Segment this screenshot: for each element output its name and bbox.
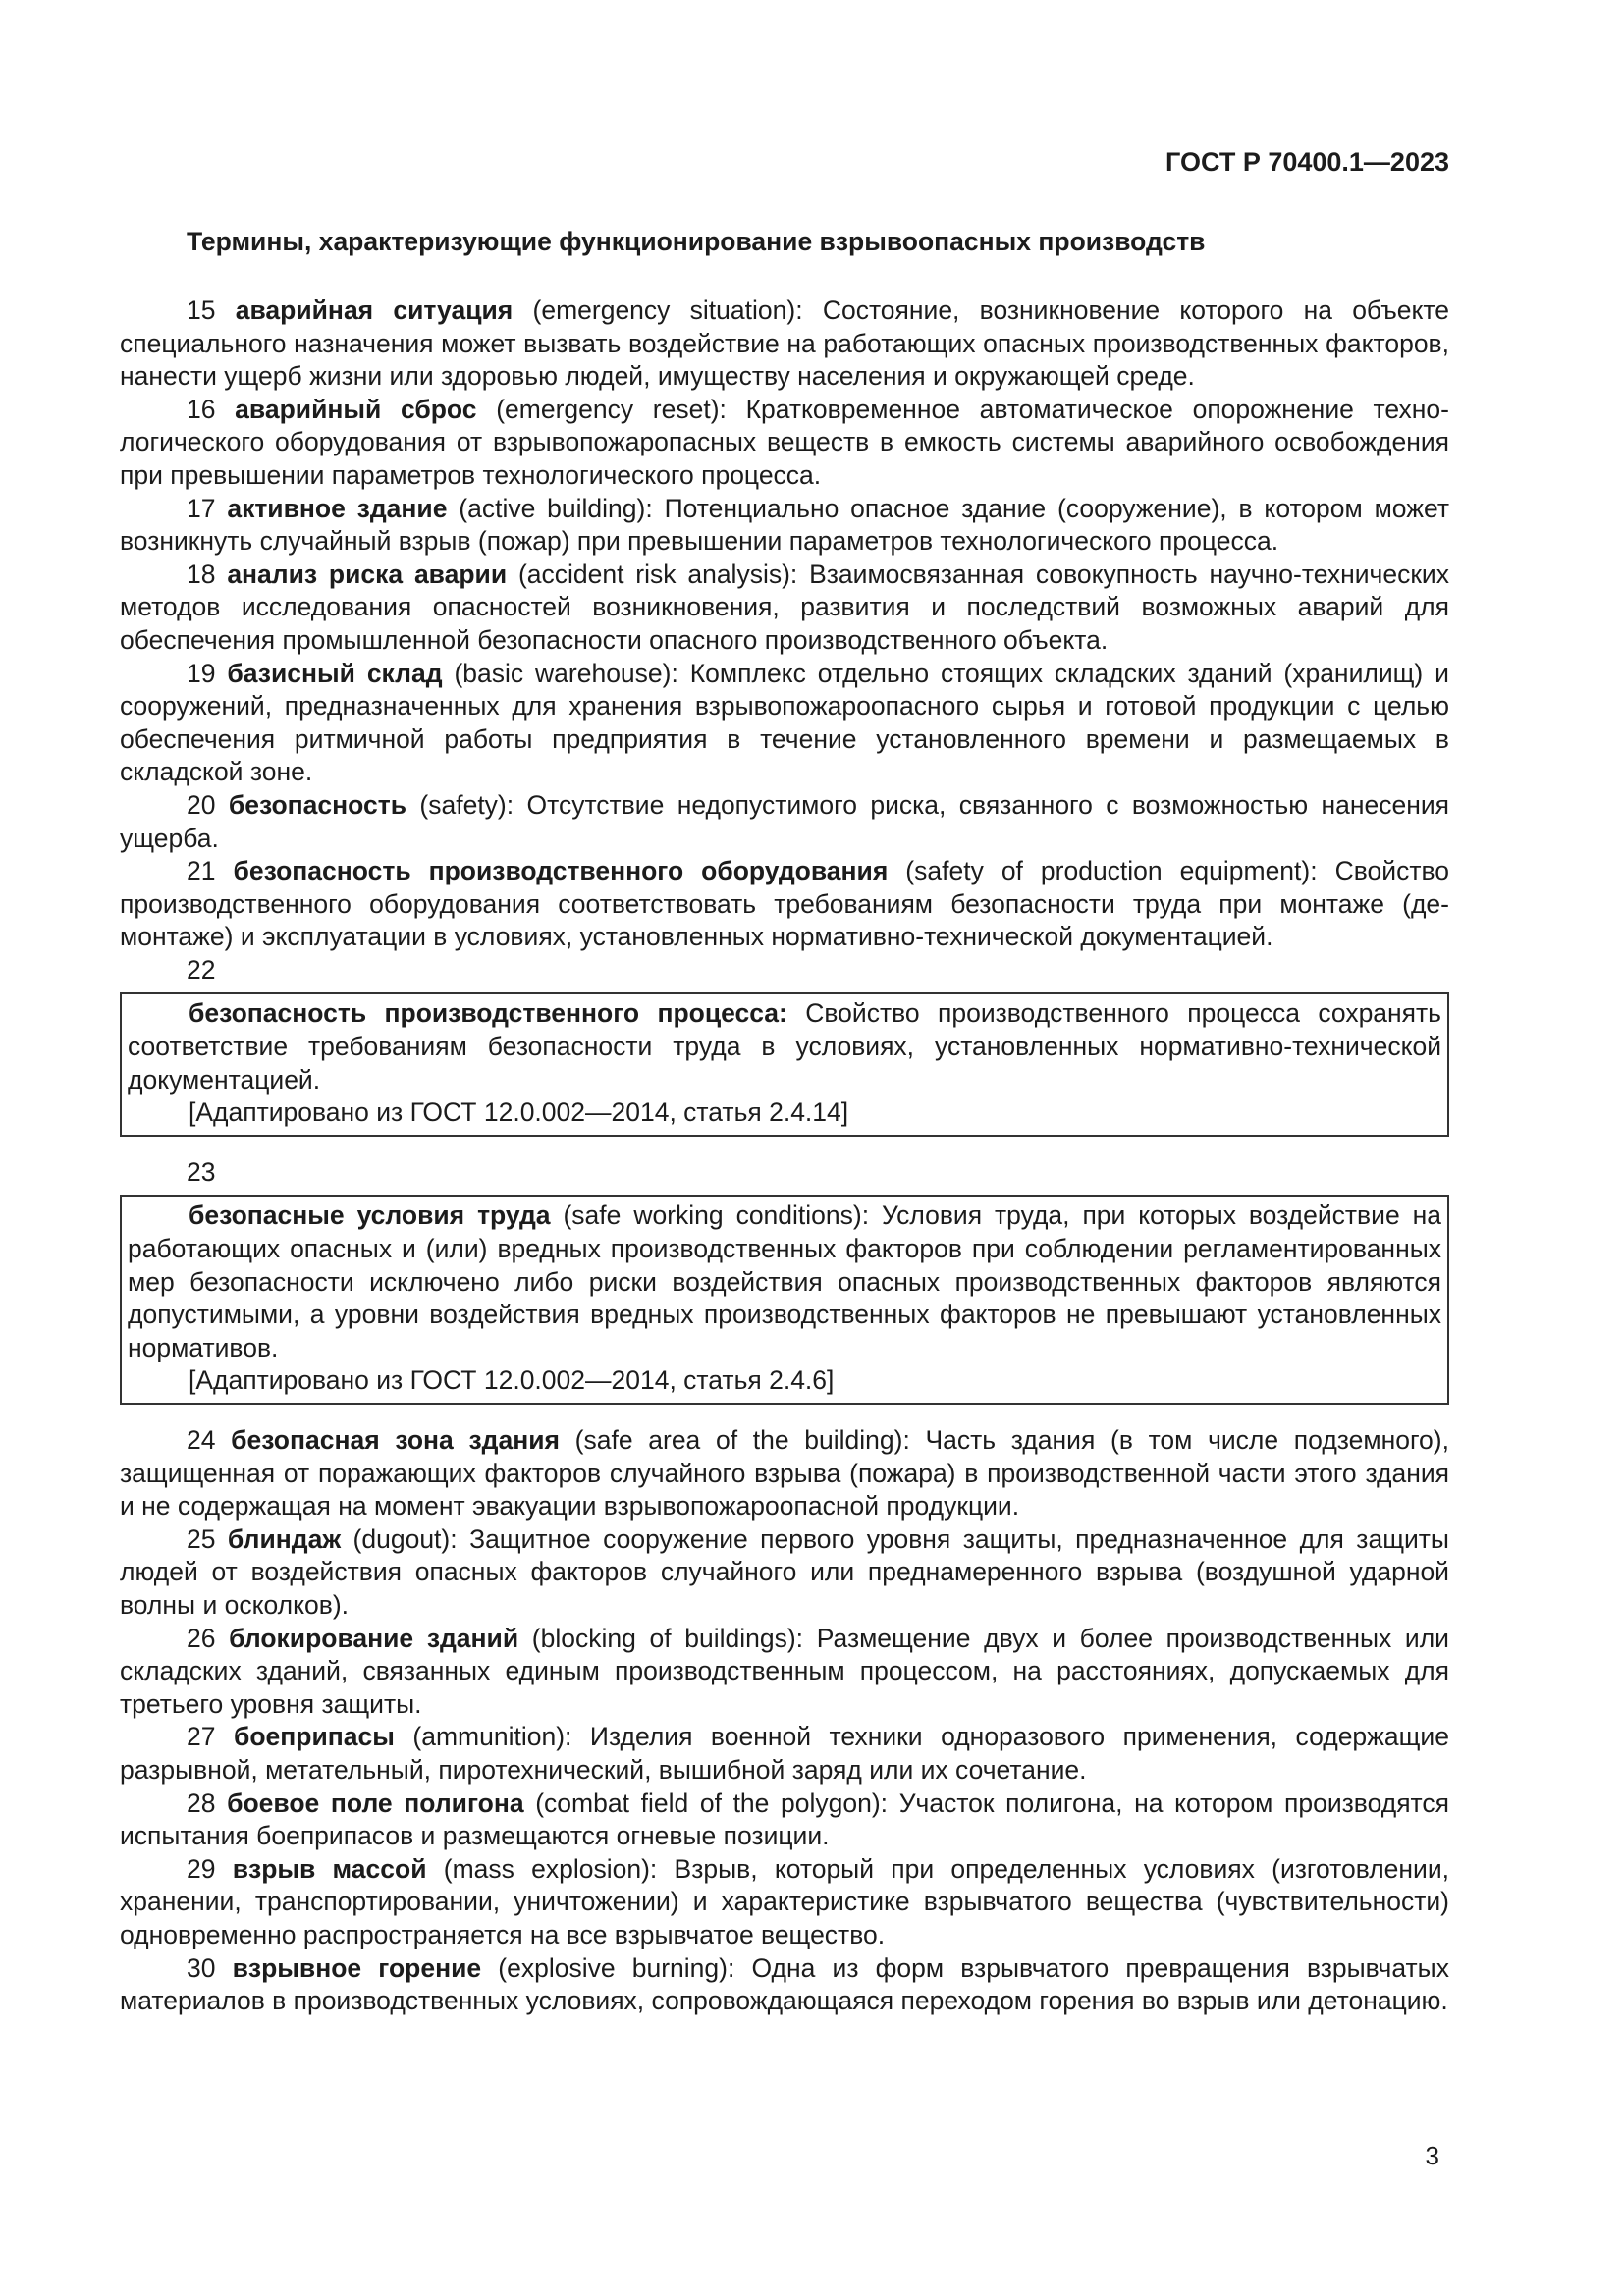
term-english: (basic warehouse): — [454, 658, 678, 688]
term-entry — [120, 658, 1449, 789]
term-number: 30 — [187, 1952, 216, 1983]
term-english: (safety of production equipment): — [905, 856, 1318, 886]
term-number: 16 — [187, 394, 216, 424]
term-number: 19 — [187, 658, 216, 688]
term-definition: Комплекс отдельно стоящих складских зданий (хранилищ) и сооружений, предназначенных для хранения взрывопожароопасного сырья и готовой продукции с целью обеспечения ритмичной работы предприятия в течение установленного времени и размещаемых в складской зоне. — [120, 658, 1449, 787]
term-entry — [120, 1623, 1449, 1722]
term-number: 18 — [187, 559, 216, 589]
term-definition: Взаимосвязанная совокупность научно-технических методов исследования опасностей возникновения, развития и последствий возможных аварий для обеспечения промышленной безопасности опасного производственного объекта. — [120, 559, 1449, 655]
term-number: 26 — [187, 1623, 216, 1653]
boxed-term-number: 22 — [187, 954, 216, 985]
term-definition: Состояние, возникновение которого на объекте специального назначения может вызвать воздействие на работающих опасных производственных факторов, нанести ущерб жизни или здоровью людей, имуществу населения и окружающей среде. — [120, 295, 1449, 392]
term-definition: Одна из форм взрывчатого превращения взрывчатых материалов в производственных условиях, сопровождающаяся переходом горения во взрыв или детонацию. — [120, 1952, 1449, 2016]
term-definition: Отсутствие недопустимого риска, связанного с возможностью нанесения ущерба. — [120, 789, 1449, 853]
term-english: (mass explosion): — [443, 1853, 658, 1884]
term-number: 20 — [187, 789, 216, 820]
term-source-reference: [Адаптировано из ГОСТ 12.0.002—2014, статья 2.4.6] — [189, 1365, 835, 1396]
term-entry — [120, 1523, 1449, 1623]
term-name: базисный склад — [227, 658, 443, 688]
term-name: безопасность — [228, 789, 407, 820]
term-number: 25 — [187, 1523, 216, 1554]
term-english: (dugout): — [352, 1523, 458, 1554]
term-definition: Защитное сооружение первого уровня защиты, предназначенное для защиты людей от воздействия опасных факторов случайного или преднамеренного взрыва (воздушной ударной волны и осколков). — [120, 1523, 1449, 1620]
term-english: (emergency reset): — [496, 394, 727, 424]
term-english: (emergency situation): — [532, 295, 803, 325]
term-english: (safe area of the building): — [574, 1425, 910, 1455]
term-number: 28 — [187, 1788, 216, 1818]
term-entry — [120, 1721, 1449, 1787]
term-name: безопасность производственного процесса: — [189, 998, 787, 1029]
term-name: безопасность производственного оборудования — [233, 856, 889, 886]
term-name: блиндаж — [227, 1523, 342, 1554]
term-definition: Потенциально опасное здание (сооружение), в котором может возникнуть случайный взрыв (пожар) при превышении параметров технологического процесса. — [120, 493, 1449, 557]
boxed-term-entry — [128, 997, 1441, 1096]
term-definition: Размещение двух и более производственных или складских зданий, связанных единым производственным процессом, на расстояниях, допускаемых для третьего уровня защиты. — [120, 1623, 1449, 1719]
term-entry — [120, 294, 1449, 394]
term-number: 27 — [187, 1722, 216, 1752]
term-english: (blocking of buildings): — [531, 1623, 804, 1653]
term-name: аварийный сброс — [235, 394, 477, 424]
term-english: (safety): — [419, 789, 514, 820]
term-definition: Свойство производственного процесса сохранять соответствие требованиям безопасности труда в условиях, установленных нормативно-технической документацией. — [128, 998, 1441, 1095]
boxed-term-number: 23 — [187, 1156, 216, 1187]
term-entry — [120, 1788, 1449, 1853]
term-name: боевое поле полигона — [227, 1788, 524, 1818]
term-source-reference: [Адаптировано из ГОСТ 12.0.002—2014, статья 2.4.14] — [189, 1097, 849, 1128]
document-code: ГОСТ Р 70400.1—2023 — [1165, 147, 1449, 177]
term-definition: Условия труда, при которых воздействие на работающих опасных и (или) вредных производственных факторов при соблюдении регламентированных мер безопасности исключено либо риски воздействия опасных производственных факторов являются допустимыми, а уровни воздействия вредных производственных факторов не превышают установленных нормативов. — [128, 1201, 1441, 1362]
term-name: аварийная ситуация — [235, 295, 514, 325]
section-title: Термины, характеризующие функционирование взрывоопасных производств — [187, 227, 1206, 256]
term-name: безопасные условия труда — [189, 1201, 551, 1231]
term-number: 15 — [187, 295, 216, 325]
spacer — [120, 1143, 1449, 1156]
term-name: взрыв массой — [232, 1853, 427, 1884]
term-definition: Взрыв, который при определенных условиях (изготовлении, хранении, транспортировании, уничтожении) и характеристике взрывчатого вещества (чувствительности) одновременно распространяется на все взрывчатое вещество. — [120, 1853, 1449, 1949]
boxed-term-frame — [120, 992, 1449, 1136]
term-entry — [120, 1424, 1449, 1523]
term-english: (explosive burning): — [498, 1952, 735, 1983]
term-entry — [120, 1853, 1449, 1952]
term-english: (ammunition): — [412, 1722, 572, 1752]
term-entry — [120, 493, 1449, 559]
term-definition: Изделия военной техники одноразового применения, содержащие разрывной, метательный, пиротехнический, вышибной заряд или их сочетание. — [120, 1722, 1449, 1785]
term-name: активное здание — [227, 493, 448, 523]
term-number: 29 — [187, 1853, 216, 1884]
term-english: (accident risk analysis): — [517, 559, 798, 589]
term-english: (active building): — [459, 493, 653, 523]
term-number: 24 — [187, 1425, 216, 1455]
term-name: взрывное горение — [232, 1952, 482, 1983]
term-entry — [120, 1952, 1449, 2018]
page-number: 3 — [1425, 2141, 1439, 2170]
spacer — [120, 1411, 1449, 1424]
term-number: 21 — [187, 856, 216, 886]
term-definition: Часть здания (в том числе подземного), защищенная от поражающих факторов случайного взрыва (пожара) в производственной части этого здания и не содержащая на момент эвакуации взрывопожароопасной продукции. — [120, 1425, 1449, 1522]
term-english: (safe working conditions): — [563, 1201, 870, 1231]
term-entry — [120, 789, 1449, 855]
term-english: (combat field of the polygon): — [535, 1788, 889, 1818]
boxed-term-entry — [128, 1200, 1441, 1364]
term-name: блокирование зданий — [229, 1623, 519, 1653]
term-entry — [120, 855, 1449, 954]
term-name: анализ риска аварии — [227, 559, 508, 589]
term-definition: Кратковременное автоматическое опорожнение технологического оборудования от взрывопожаропасных веществ в емкость системы аварийного освобождения при превышении параметров технологического процесса. — [120, 394, 1449, 490]
term-number: 17 — [187, 493, 216, 523]
term-definition: Свойство производственного оборудования соответствовать требованиям безопасности труда при монтаже (демонтаже) и эксплуатации в условиях, установленных нормативно-технической документацией. — [120, 856, 1449, 952]
document-body — [120, 294, 1449, 2018]
term-name: безопасная зона здания — [231, 1425, 560, 1455]
term-entry — [120, 394, 1449, 493]
boxed-term-frame — [120, 1195, 1449, 1405]
term-name: боеприпасы — [233, 1722, 395, 1752]
term-entry — [120, 559, 1449, 658]
term-definition: Участок полигона, на котором производятся испытания боеприпасов и размещаются огневые позиции. — [120, 1788, 1449, 1851]
